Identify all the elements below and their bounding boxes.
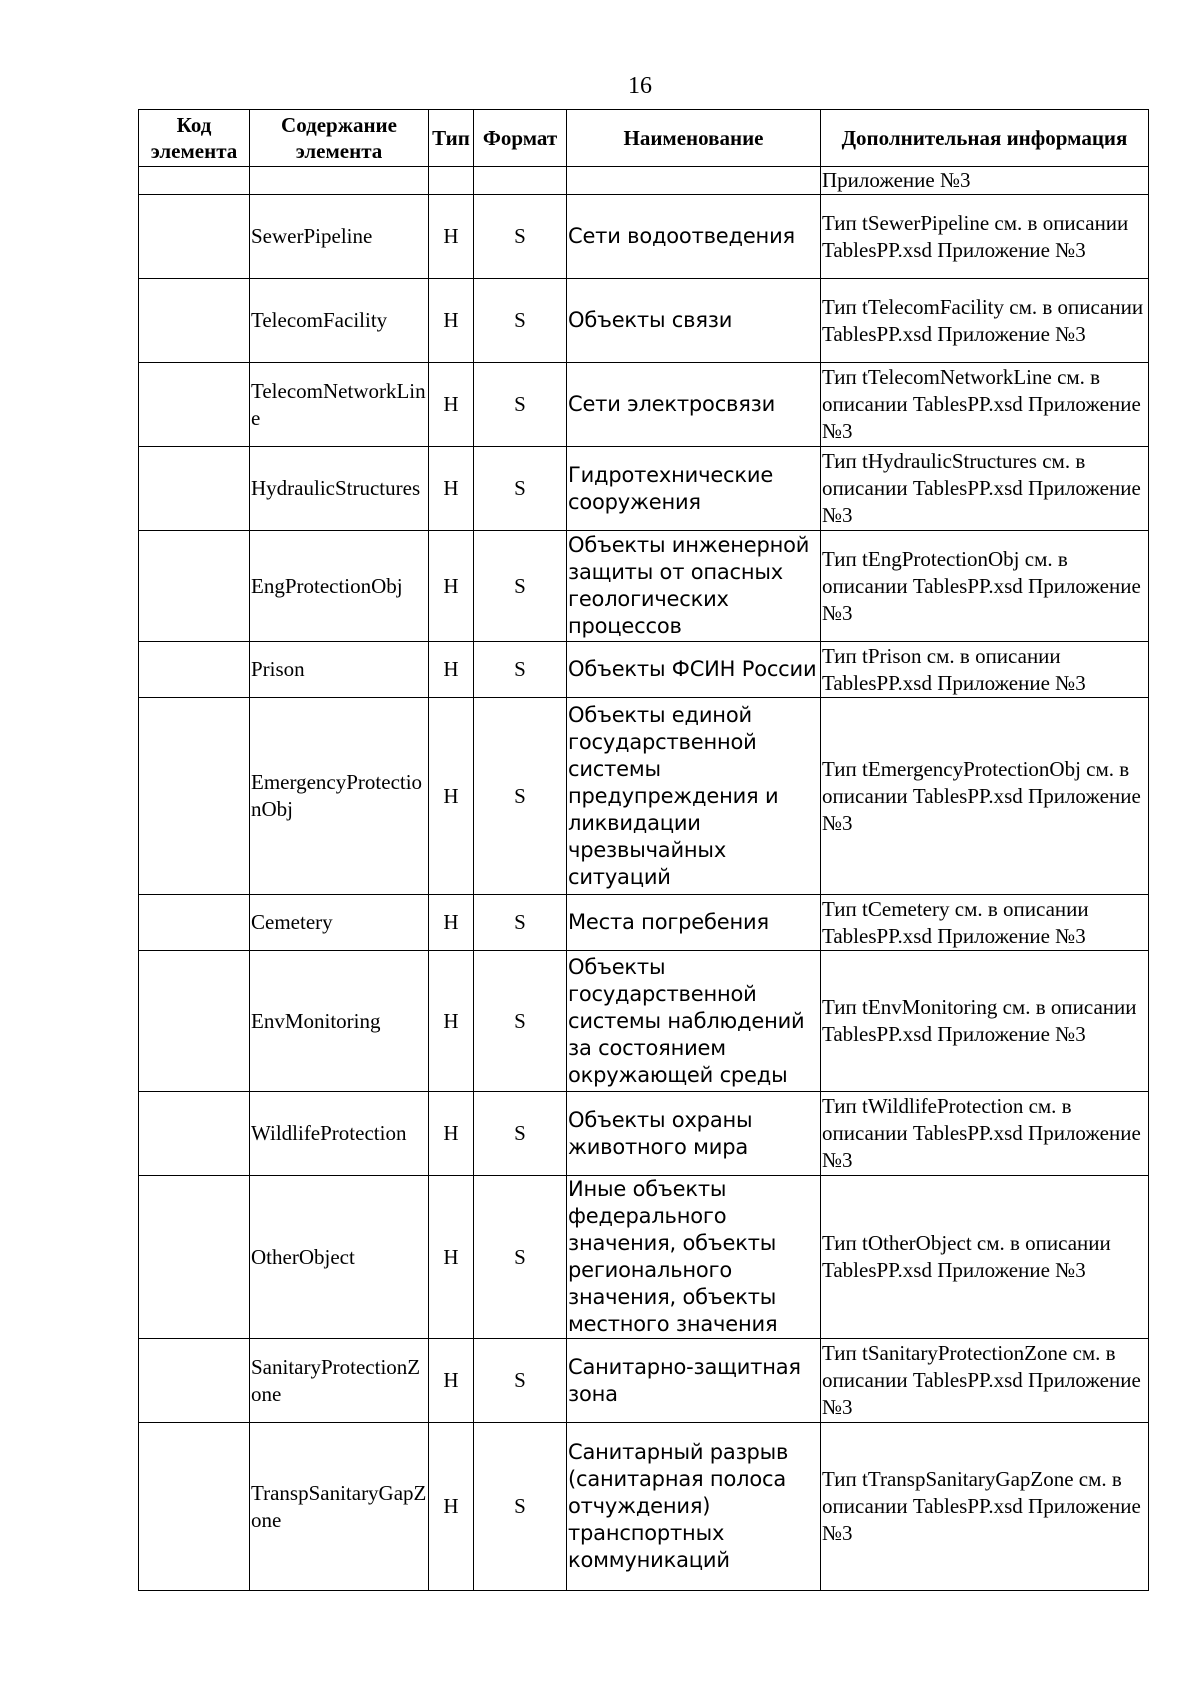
- cell-name: Объекты связи: [567, 279, 821, 363]
- table-row: [139, 1423, 1149, 1591]
- cell-info: Тип tTelecomNetworkLine см. в описании TablesPP.xsd Приложение №3: [821, 363, 1149, 447]
- table-header-row: [139, 110, 1149, 167]
- cell-name: Объекты единой государственной системы предупреждения и ликвидации чрезвычайных ситуаций: [567, 698, 821, 895]
- column-header-content: Содержание элемента: [250, 110, 429, 167]
- cell-type: [429, 167, 474, 195]
- cell-code: [139, 167, 250, 195]
- cell-type: Н: [429, 895, 474, 951]
- cell-type: Н: [429, 1176, 474, 1339]
- cell-content: SanitaryProtectionZone: [250, 1339, 429, 1423]
- table-row: [139, 531, 1149, 642]
- cell-content: EmergencyProtectionObj: [250, 698, 429, 895]
- table-row: [139, 698, 1149, 895]
- cell-type: Н: [429, 642, 474, 698]
- cell-name: Иные объекты федерального значения, объекты регионального значения, объекты местного значения: [567, 1176, 821, 1339]
- cell-info: Тип tOtherObject см. в описании TablesPP.xsd Приложение №3: [821, 1176, 1149, 1339]
- cell-type: Н: [429, 1092, 474, 1176]
- cell-info: Тип tHydraulicStructures см. в описании TablesPP.xsd Приложение №3: [821, 447, 1149, 531]
- cell-code: [139, 279, 250, 363]
- cell-format: S: [474, 279, 567, 363]
- column-header-type: Тип: [429, 110, 474, 167]
- cell-code: [139, 447, 250, 531]
- cell-content: EnvMonitoring: [250, 951, 429, 1092]
- cell-content: Prison: [250, 642, 429, 698]
- cell-info: Тип tWildlifeProtection см. в описании TablesPP.xsd Приложение №3: [821, 1092, 1149, 1176]
- cell-name: Сети водоотведения: [567, 195, 821, 279]
- cell-code: [139, 895, 250, 951]
- cell-code: [139, 1339, 250, 1423]
- column-header-info: Дополнительная информация: [821, 110, 1149, 167]
- cell-content: [250, 167, 429, 195]
- page-number: 16: [628, 73, 652, 99]
- cell-type: Н: [429, 951, 474, 1092]
- cell-content: Cemetery: [250, 895, 429, 951]
- table-row: [139, 951, 1149, 1092]
- cell-format: S: [474, 895, 567, 951]
- cell-code: [139, 642, 250, 698]
- cell-format: [474, 167, 567, 195]
- cell-type: Н: [429, 1423, 474, 1591]
- cell-info: Тип tTelecomFacility см. в описании TablesPP.xsd Приложение №3: [821, 279, 1149, 363]
- cell-content: TelecomFacility: [250, 279, 429, 363]
- table-row: [139, 895, 1149, 951]
- cell-format: S: [474, 1176, 567, 1339]
- cell-code: [139, 1176, 250, 1339]
- cell-name: [567, 167, 821, 195]
- cell-content: HydraulicStructures: [250, 447, 429, 531]
- table-row: [139, 363, 1149, 447]
- cell-info: Тип tTranspSanitaryGapZone см. в описании TablesPP.xsd Приложение №3: [821, 1423, 1149, 1591]
- cell-type: Н: [429, 698, 474, 895]
- table-row: [139, 195, 1149, 279]
- table-row: [139, 642, 1149, 698]
- cell-name: Гидротехнические сооружения: [567, 447, 821, 531]
- cell-content: OtherObject: [250, 1176, 429, 1339]
- cell-type: Н: [429, 531, 474, 642]
- column-header-code: Код элемента: [139, 110, 250, 167]
- cell-name: Места погребения: [567, 895, 821, 951]
- cell-info: Тип tSewerPipeline см. в описании TablesPP.xsd Приложение №3: [821, 195, 1149, 279]
- cell-content: SewerPipeline: [250, 195, 429, 279]
- cell-info: Тип tSanitaryProtectionZone см. в описании TablesPP.xsd Приложение №3: [821, 1339, 1149, 1423]
- cell-content: TelecomNetworkLine: [250, 363, 429, 447]
- cell-name: Санитарно-защитная зона: [567, 1339, 821, 1423]
- cell-type: Н: [429, 279, 474, 363]
- elements-table: [138, 109, 1149, 1591]
- cell-content: TranspSanitaryGapZone: [250, 1423, 429, 1591]
- cell-name: Объекты ФСИН России: [567, 642, 821, 698]
- column-header-name: Наименование: [567, 110, 821, 167]
- cell-info: Тип tEmergencyProtectionObj см. в описании TablesPP.xsd Приложение №3: [821, 698, 1149, 895]
- cell-name: Сети электросвязи: [567, 363, 821, 447]
- cell-code: [139, 1423, 250, 1591]
- cell-content: WildlifeProtection: [250, 1092, 429, 1176]
- cell-type: Н: [429, 1339, 474, 1423]
- cell-code: [139, 951, 250, 1092]
- cell-info: Приложение №3: [821, 167, 1149, 195]
- table-row: [139, 279, 1149, 363]
- cell-format: S: [474, 698, 567, 895]
- column-header-format: Формат: [474, 110, 567, 167]
- cell-info: Тип tCemetery см. в описании TablesPP.xsd Приложение №3: [821, 895, 1149, 951]
- table-row: [139, 1092, 1149, 1176]
- cell-info: Тип tPrison см. в описании TablesPP.xsd Приложение №3: [821, 642, 1149, 698]
- cell-format: S: [474, 1339, 567, 1423]
- table-row-continued: [139, 167, 1149, 195]
- cell-code: [139, 531, 250, 642]
- cell-format: S: [474, 1092, 567, 1176]
- cell-type: Н: [429, 195, 474, 279]
- cell-code: [139, 698, 250, 895]
- cell-format: S: [474, 447, 567, 531]
- cell-info: Тип tEngProtectionObj см. в описании TablesPP.xsd Приложение №3: [821, 531, 1149, 642]
- table-row: [139, 1176, 1149, 1339]
- cell-format: S: [474, 195, 567, 279]
- table-row: [139, 1339, 1149, 1423]
- cell-type: Н: [429, 447, 474, 531]
- table-row: [139, 447, 1149, 531]
- cell-code: [139, 1092, 250, 1176]
- cell-format: S: [474, 363, 567, 447]
- cell-content: EngProtectionObj: [250, 531, 429, 642]
- cell-type: Н: [429, 363, 474, 447]
- cell-format: S: [474, 531, 567, 642]
- cell-name: Объекты инженерной защиты от опасных геологических процессов: [567, 531, 821, 642]
- cell-code: [139, 195, 250, 279]
- cell-format: S: [474, 642, 567, 698]
- cell-name: Санитарный разрыв (санитарная полоса отчуждения) транспортных коммуникаций: [567, 1423, 821, 1591]
- cell-info: Тип tEnvMonitoring см. в описании TablesPP.xsd Приложение №3: [821, 951, 1149, 1092]
- cell-code: [139, 363, 250, 447]
- cell-format: S: [474, 1423, 567, 1591]
- cell-format: S: [474, 951, 567, 1092]
- cell-name: Объекты охраны животного мира: [567, 1092, 821, 1176]
- cell-name: Объекты государственной системы наблюдений за состоянием окружающей среды: [567, 951, 821, 1092]
